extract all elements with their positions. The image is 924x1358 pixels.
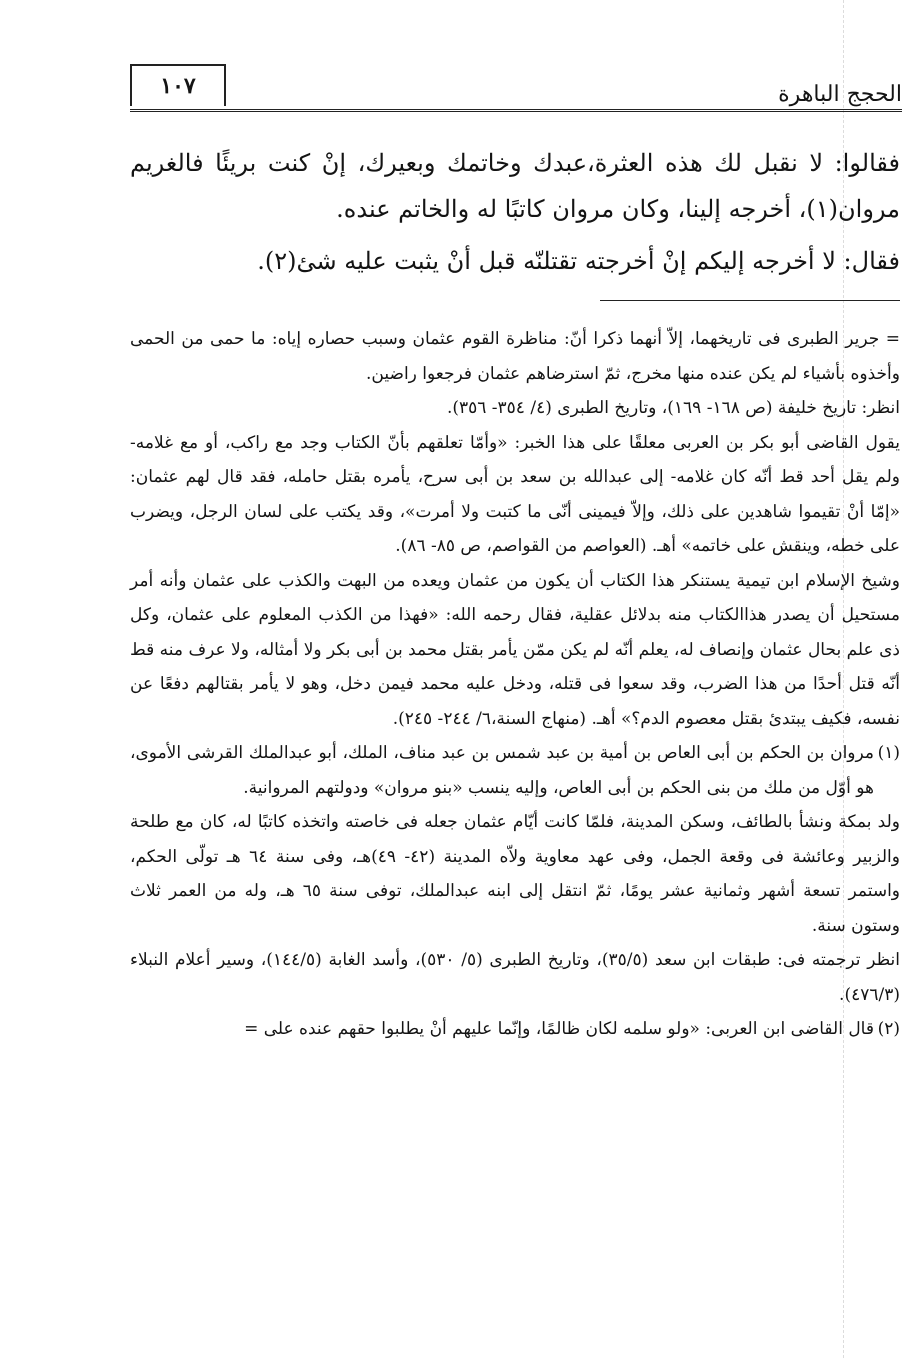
page-number: ١٠٧ — [130, 64, 226, 106]
footnote-continuation: = جرير الطبرى فى تاريخهما، إلاّ أنهما ذكرا أنّ: مناظرة القوم عثمان وسبب حصاره إياه: ما حمى من الحمى وأخذوه بأشياء لم يكن عنده منها مخرج، ثمّ استرضاهم عثمان فرجعوا راضين. — [130, 329, 900, 384]
footnote-number: (١) — [877, 743, 900, 763]
main-paragraph: فقال: لا أخرجه إليكم إنْ أخرجته تقتلنّه قبل أنْ يثبت عليه شئ(٢). — [257, 247, 900, 275]
header-rule — [130, 109, 902, 112]
footnote-2 — [130, 1012, 900, 1047]
footnote-text: ولد بمكة ونشأ بالطائف، وسكن المدينة، فلمّا كانت أيّام عثمان جعله فى خاصته واتخذه كاتبًا له، كان مع طلحة والزبير وعائشة فى وقعة الجمل، وفى عهد معاوية ولاّه المدينة (٤٢- ٤٩)هـ، وفى سنة ٦٤ هـ تولّى الحكم، واستمر تسعة أشهر وثمانية عشر يومًا، ثمّ انتقل إلى ابنه عبدالملك، توفى سنة ٦٥ هـ، وله من العمر ثلاث وستون سنة. — [130, 812, 900, 936]
footnote-reference: انظر: تاريخ خليفة (ص ١٦٨- ١٦٩)، وتاريخ الطبرى (٤/ ٣٥٤- ٣٥٦). — [446, 398, 900, 418]
footnote-quote: وشيخ الإسلام ابن تيمية يستنكر هذا الكتاب أن يكون من عثمان ويعده من البهت والكذب على عثمان وأنه أمر مستحيل أن يصدر هذاالكتاب منه بدلائل عقلية، فقال رحمه الله: «فهذا من الكذب المعلوم على عثمان، وكل ذى علم بحال عثمان وإنصاف له، يعلم أنّه لم يكن ممّن يأمر بقتل محمد بن أبى بكر ولا أمثاله، ولا عرف منه قط أنّه قتل أحدًا من هذا الضرب، وقد سعوا فى قتله، ودخل عليه محمد فيمن دخل، وهو لا يأمر بقتالهم دفعًا عن نفسه، فكيف يبتدئ بقتل معصوم الدم؟» أهـ. (منهاج السنة،٦/ ٢٤٤- ٢٤٥). — [130, 570, 900, 729]
footnote-1 — [130, 736, 900, 805]
footnote-quote: يقول القاضى أبو بكر بن العربى معلقًا على هذا الخبر: «وأمّا تعلقهم بأنّ الكتاب وجد مع راكب، أو مع غلامه- ولم يقل أحد قط أنّه كان غلامه- إلى عبدالله بن سعد بن أبى سرح، يأمره بقتل حامله، فقد قال لهم عثمان: «إمّا أنْ تقيموا شاهدين على ذلك، وإلاّ فيمينى أنّى ما كتبت ولا أمرت»، وقد يكتب على لسان الرجل، ويضرب على خطه، وينقش على خاتمه» أهـ. (العواصم من القواصم، ص ٨٥- ٨٦). — [130, 432, 900, 556]
footnote-reference: انظر ترجمته فى: طبقات ابن سعد (٣٥/٥)، وتاريخ الطبرى (٥/ ٥٣٠)، وأسد الغابة (١٤٤/٥)، وسير أعلام النبلاء (٤٧٦/٣). — [130, 950, 900, 1005]
main-text — [130, 140, 900, 290]
main-paragraph: فقالوا: لا نقبل لك هذه العثرة،عبدك وخاتمك وبعيرك، إنْ كنت بريئًا فالغريم مروان(١)، أخرجه إلينا، وكان مروان كاتبًا له والخاتم عنده. — [130, 149, 900, 223]
footnote-separator — [600, 300, 900, 301]
footnotes — [130, 322, 900, 1047]
footnote-number: (٢) — [877, 1019, 900, 1039]
running-header — [130, 62, 902, 112]
footnote-text: مروان بن الحكم بن أبى العاص بن أمية بن عبد شمس بن عبد مناف، الملك، أبو عبدالملك القرشى الأموى، هو أوّل من ملك من بنى الحكم بن أبى العاص، وإليه ينسب «بنو مروان» ودولتهم المروانية. — [130, 743, 874, 798]
book-title: الحجج الباهرة — [778, 82, 902, 107]
footnote-text: قال القاضى ابن العربى: «ولو سلمه لكان ظالمًا، وإنّما عليهم أنْ يطلبوا حقهم عنده على = — [244, 1019, 874, 1039]
